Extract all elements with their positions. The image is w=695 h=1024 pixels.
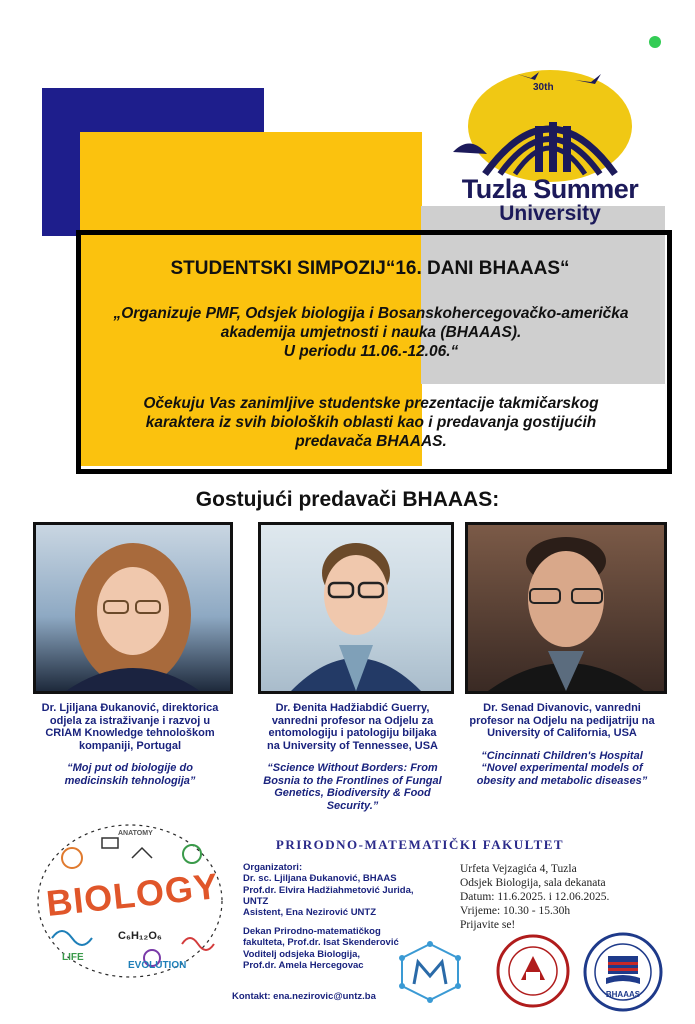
speaker-name-line: Dr. Đenita Hadžiabdić Guerry, — [275, 702, 430, 714]
life-label: LIFE — [62, 952, 84, 963]
speaker-talk-line: “Science Without Borders: From — [267, 762, 438, 774]
speaker-name-line: CRIAM Knowledge tehnološkom — [45, 727, 215, 739]
expectation-line: Očekuju Vas zanimljive studentske prezentacije takmičarskog — [143, 395, 599, 412]
anatomy-label: ANATOMY — [118, 830, 153, 837]
speaker-photo-2 — [258, 522, 454, 694]
expectation-line: karaktera iz svih bioloških oblasti kao i predavanja gostijućih — [145, 414, 597, 431]
address-line: Urfeta Vejzagića 4, Tuzla — [460, 863, 577, 875]
speaker-caption-2 — [250, 702, 455, 812]
speaker-talk-line: Genetics, Biodiversity & Food — [274, 787, 431, 799]
organizer-name: Prof.dr. Elvira Hadžiahmetović Jurida, — [243, 884, 414, 896]
dean-line: fakulteta, Prof.dr. Isat Skenderović — [243, 937, 399, 949]
biology-word: BIOLOGY — [44, 865, 221, 924]
anniversary-label: 30th — [533, 82, 554, 93]
speaker-name-line: University of California, USA — [487, 727, 637, 739]
speaker-name-line: Dr. Senad Divanovic, vanredni — [483, 702, 641, 714]
speaker-name-line: odjela za istraživanje i razvoj u — [49, 714, 211, 727]
contact-email: Kontakt: ena.nezirovic@untz.ba — [232, 991, 376, 1002]
dean-line: Prof.dr. Amela Hercegovac — [243, 959, 364, 971]
tuzla-summer-university-logo — [425, 64, 675, 232]
faculty-title: PRIRODNO-MATEMATIČKI FAKULTET — [275, 837, 565, 852]
evolution-label: EVOLUTION — [128, 960, 187, 971]
portrait-illustration — [468, 525, 664, 691]
speaker-caption-3 — [458, 702, 666, 787]
portrait-illustration — [261, 525, 451, 691]
speaker-talk-line: “Cincinnati Children's Hospital — [481, 749, 643, 762]
organizer-name: Asistent, Ena Nezirović UNTZ — [243, 907, 377, 919]
organizer-name: UNTZ — [243, 895, 269, 907]
speaker-name-line: vanredni profesor na Odjelu za — [271, 714, 434, 727]
dean-line: Voditelj odsjeka Biologija, — [243, 948, 361, 960]
bhaaas-seal — [578, 932, 668, 1012]
expectation-text — [96, 394, 646, 451]
speaker-name-line: kompaniji, Portugal — [78, 739, 182, 752]
biology-illustration — [32, 818, 228, 984]
organizers-block — [243, 862, 453, 918]
speaker-name-line: profesor na Odjelu na pedijatriju na — [469, 714, 655, 727]
speaker-caption-1 — [30, 702, 230, 787]
pmf-logo — [396, 940, 464, 1004]
speaker-talk-line: “Moj put od biologije do — [67, 762, 193, 774]
logo-title: Tuzla Summer — [461, 174, 639, 204]
speaker-name-line: Dr. Ljiljana Đukanović, direktorica — [41, 702, 219, 714]
organizers-label: Organizatori: — [243, 862, 303, 873]
symposium-title: STUDENTSKI SIMPOZIJ“16. DANI BHAAAS“ — [170, 258, 570, 279]
register-call: Prijavite se! — [460, 919, 516, 931]
speaker-name-line: na University of Tennessee, USA — [267, 739, 438, 752]
status-dot — [649, 36, 661, 48]
event-details — [460, 862, 660, 932]
university-tuzla-seal — [496, 934, 570, 1008]
logo-subtitle: University — [499, 202, 601, 225]
speaker-talk-line: Bosnia to the Frontlines of Fungal — [263, 774, 442, 787]
portrait-illustration — [36, 525, 230, 691]
date-line: Datum: 11.6.2025. i 12.06.2025. — [460, 891, 610, 903]
bhaaas-seal-icon — [578, 932, 668, 1012]
speaker-talk-line: obesity and metabolic diseases” — [476, 774, 648, 787]
organizer-line: „Organizuje PMF, Odsjek biologija i Bosanskohercegovačko-američka — [113, 305, 629, 322]
expectation-line: predavača BHAAAS. — [295, 433, 447, 450]
speaker-name-line: entomologiju i patologiju biljaka — [268, 727, 437, 739]
organizer-text — [96, 304, 646, 361]
speaker-talk-line: Security.” — [326, 799, 379, 812]
dean-line: Dekan Prirodno-matematičkog — [243, 926, 381, 937]
speaker-photo-1 — [33, 522, 233, 694]
glucose-formula: C₆H₁₂O₆ — [118, 930, 162, 942]
speaker-talk-line: “Novel experimental models of — [481, 762, 643, 774]
time-line: Vrijeme: 10.30 - 15.30h — [460, 905, 571, 917]
bhaaas-seal-label: BHAAAS — [605, 990, 641, 999]
venue-line: Odsjek Biologija, sala dekanata — [460, 877, 606, 889]
pmf-molecule-icon — [396, 940, 464, 1004]
university-seal-icon — [496, 934, 570, 1008]
organizer-name: Dr. sc. Ljiljana Đukanović, BHAAS — [243, 873, 397, 885]
speaker-photo-3 — [465, 522, 667, 694]
guests-heading: Gostujući predavači BHAAAS: — [195, 488, 500, 511]
organizer-line: U periodu 11.06.-12.06.“ — [283, 343, 459, 360]
speaker-talk-line: medicinskih tehnologija” — [64, 774, 196, 787]
organizer-line: akademija umjetnosti i nauka (BHAAAS). — [220, 324, 522, 341]
